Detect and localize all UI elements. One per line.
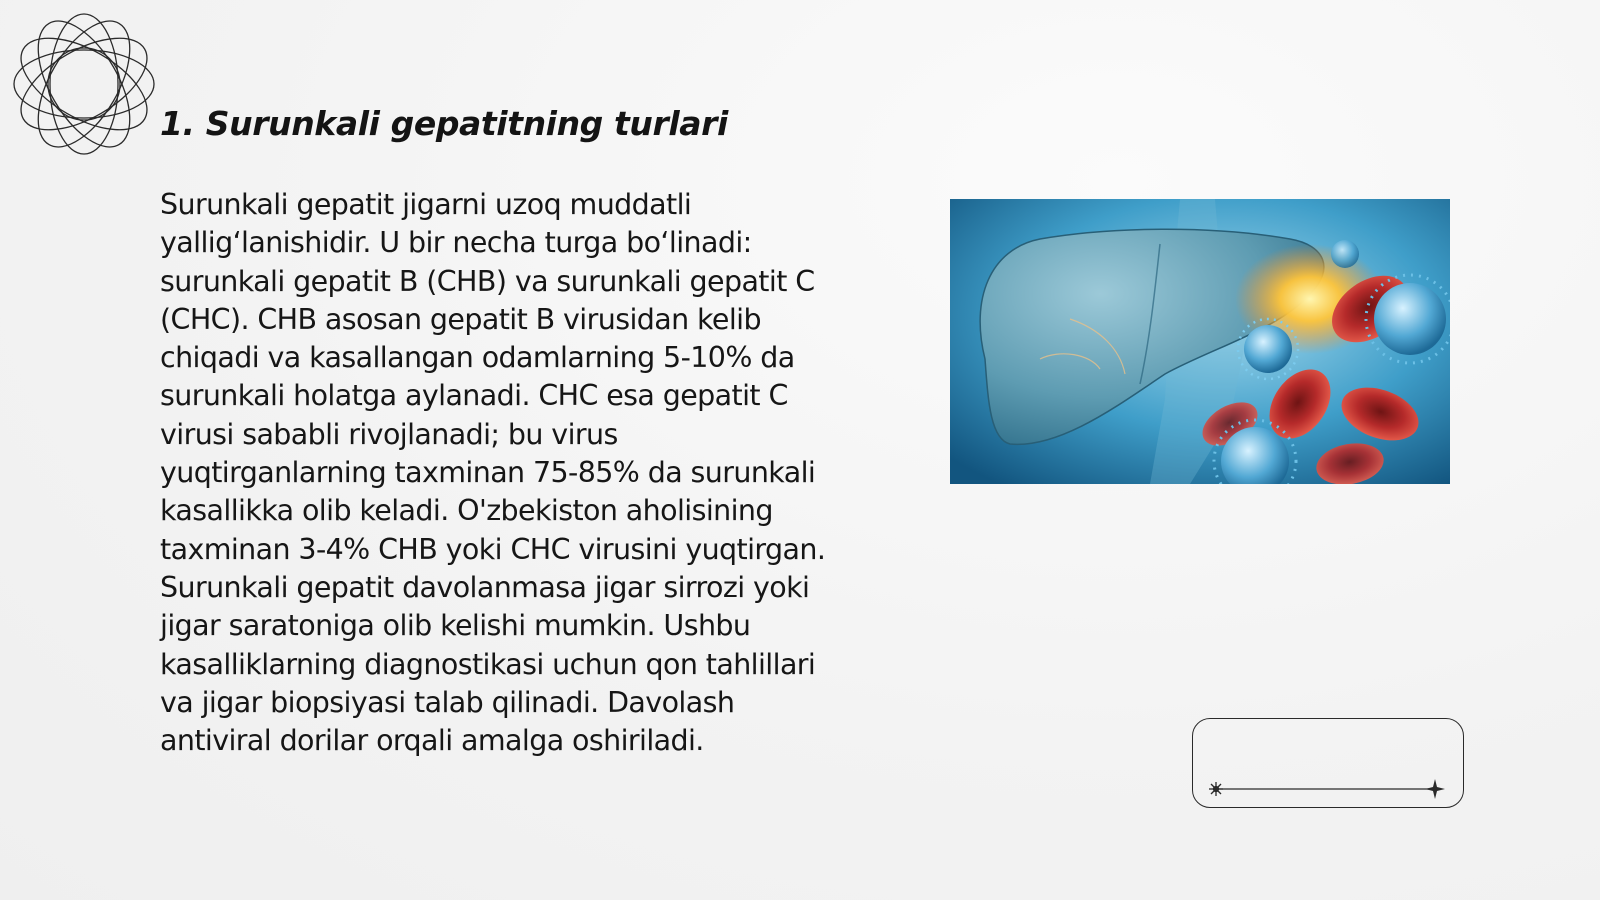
star-icon: [1425, 779, 1445, 799]
decorative-frame: [1192, 718, 1464, 808]
body-paragraph: Surunkali gepatit jigarni uzoq muddatli yallig‘lanishidir. U bir necha turga bo‘linadi: surunkali gepatit B (CHB) va surunkali gepatit C (CHC). CHB asosan gepatit B virusidan kelib chiqadi va kasallangan odamlarning 5-10% da surunkali holatga aylanadi. CHC esa gepatit C virusi sababli rivojlanadi; bu virus yuqtirganlarning taxminan 75-85% da surunkali kasallikka olib keladi. O'zbekiston aholisining taxminan 3-4% CHB yoki CHC virusini yuqtirgan. Surunkali gepatit davolanmasa jigar sirrozi yoki jigar saratoniga olib kelishi mumkin. Ushbu kasalliklarning diagnostikasi uchun qon tahlillari va jigar biopsiyasi talab qilinadi. Davolash antiviral dorilar orqali amalga oshiriladi.: [160, 188, 826, 758]
circular-line-ornament: [10, 10, 158, 158]
liver-virus-illustration: [950, 199, 1450, 484]
slide-title: 1. Surunkali gepatitning turlari: [160, 104, 728, 143]
sparkle-icon: [1209, 782, 1223, 796]
